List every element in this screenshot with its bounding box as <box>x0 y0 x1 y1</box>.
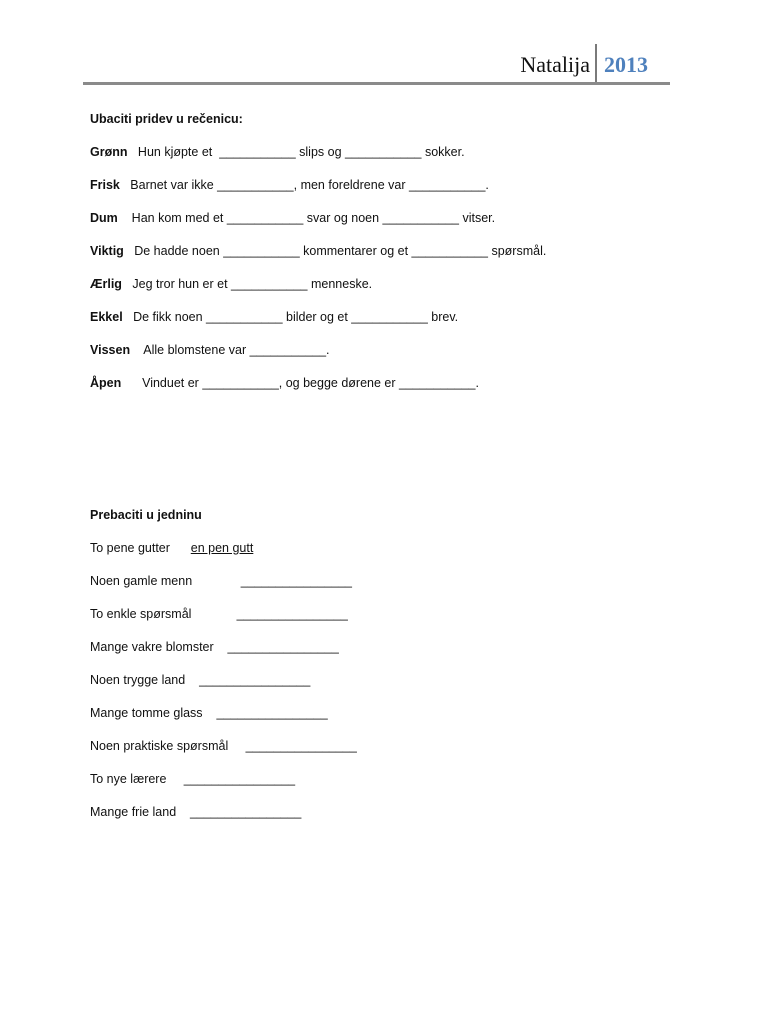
example-phrase: To pene gutter <box>90 541 191 555</box>
row-sentence: Vinduet er ___________, og begge dørene er ___________. <box>121 376 479 390</box>
exercise-row: Noen gamle menn ________________ <box>90 574 352 588</box>
row-sentence: Jeg tror hun er et ___________ menneske. <box>121 277 373 291</box>
document-body <box>90 103 710 829</box>
section1-list <box>90 136 710 400</box>
row-word: Ekkel <box>90 310 123 324</box>
row-sentence: De hadde noen ___________ kommentarer og et ___________ spørsmål. <box>123 244 547 258</box>
exercise-row <box>90 136 710 169</box>
exercise-row: To enkle spørsmål ________________ <box>90 607 348 621</box>
exercise-row: Noen praktiske spørsmål ________________ <box>90 739 357 753</box>
exercise-row: Mange frie land ________________ <box>90 805 302 819</box>
header-year: 2013 <box>604 52 648 77</box>
row-sentence: Alle blomstene var ___________. <box>130 343 330 357</box>
row-word: Frisk <box>90 178 120 192</box>
row-word: Dum <box>90 211 118 225</box>
exercise-row: Noen trygge land ________________ <box>90 673 311 687</box>
exercise-row <box>90 169 710 202</box>
example-answer: en pen gutt <box>190 541 254 555</box>
section1-title: Ubaciti pridev u rečenicu: <box>90 112 243 126</box>
section-spacer <box>90 400 710 499</box>
exercise-row: To nye lærere ________________ <box>90 772 296 786</box>
header-rule <box>83 82 670 85</box>
exercise-row <box>90 235 710 268</box>
row-word: Grønn <box>90 145 128 159</box>
section2-title: Prebaciti u jedninu <box>90 508 202 522</box>
row-sentence: Hun kjøpte et ___________ slips og ___________ sokker. <box>127 145 465 159</box>
exercise-row <box>90 268 710 301</box>
header-separator <box>595 44 597 84</box>
exercise-row: Mange vakre blomster ________________ <box>90 640 339 654</box>
row-word: Vissen <box>90 343 131 357</box>
page-header <box>0 44 768 84</box>
row-sentence: De fikk noen ___________ bilder og et ___________ brev. <box>122 310 459 324</box>
header-name: Natalija <box>520 52 590 77</box>
example-row <box>90 532 710 565</box>
exercise-row <box>90 367 710 400</box>
exercise-row <box>90 334 710 367</box>
exercise-row: Mange tomme glass ________________ <box>90 706 328 720</box>
row-word: Åpen <box>90 376 122 390</box>
row-word: Ærlig <box>90 277 122 291</box>
row-sentence: Barnet var ikke ___________, men foreldrene var ___________. <box>119 178 489 192</box>
row-sentence: Han kom med et ___________ svar og noen ___________ vitser. <box>117 211 496 225</box>
section2-list <box>90 532 710 829</box>
exercise-row <box>90 202 710 235</box>
row-word: Viktig <box>90 244 124 258</box>
exercise-row <box>90 301 710 334</box>
